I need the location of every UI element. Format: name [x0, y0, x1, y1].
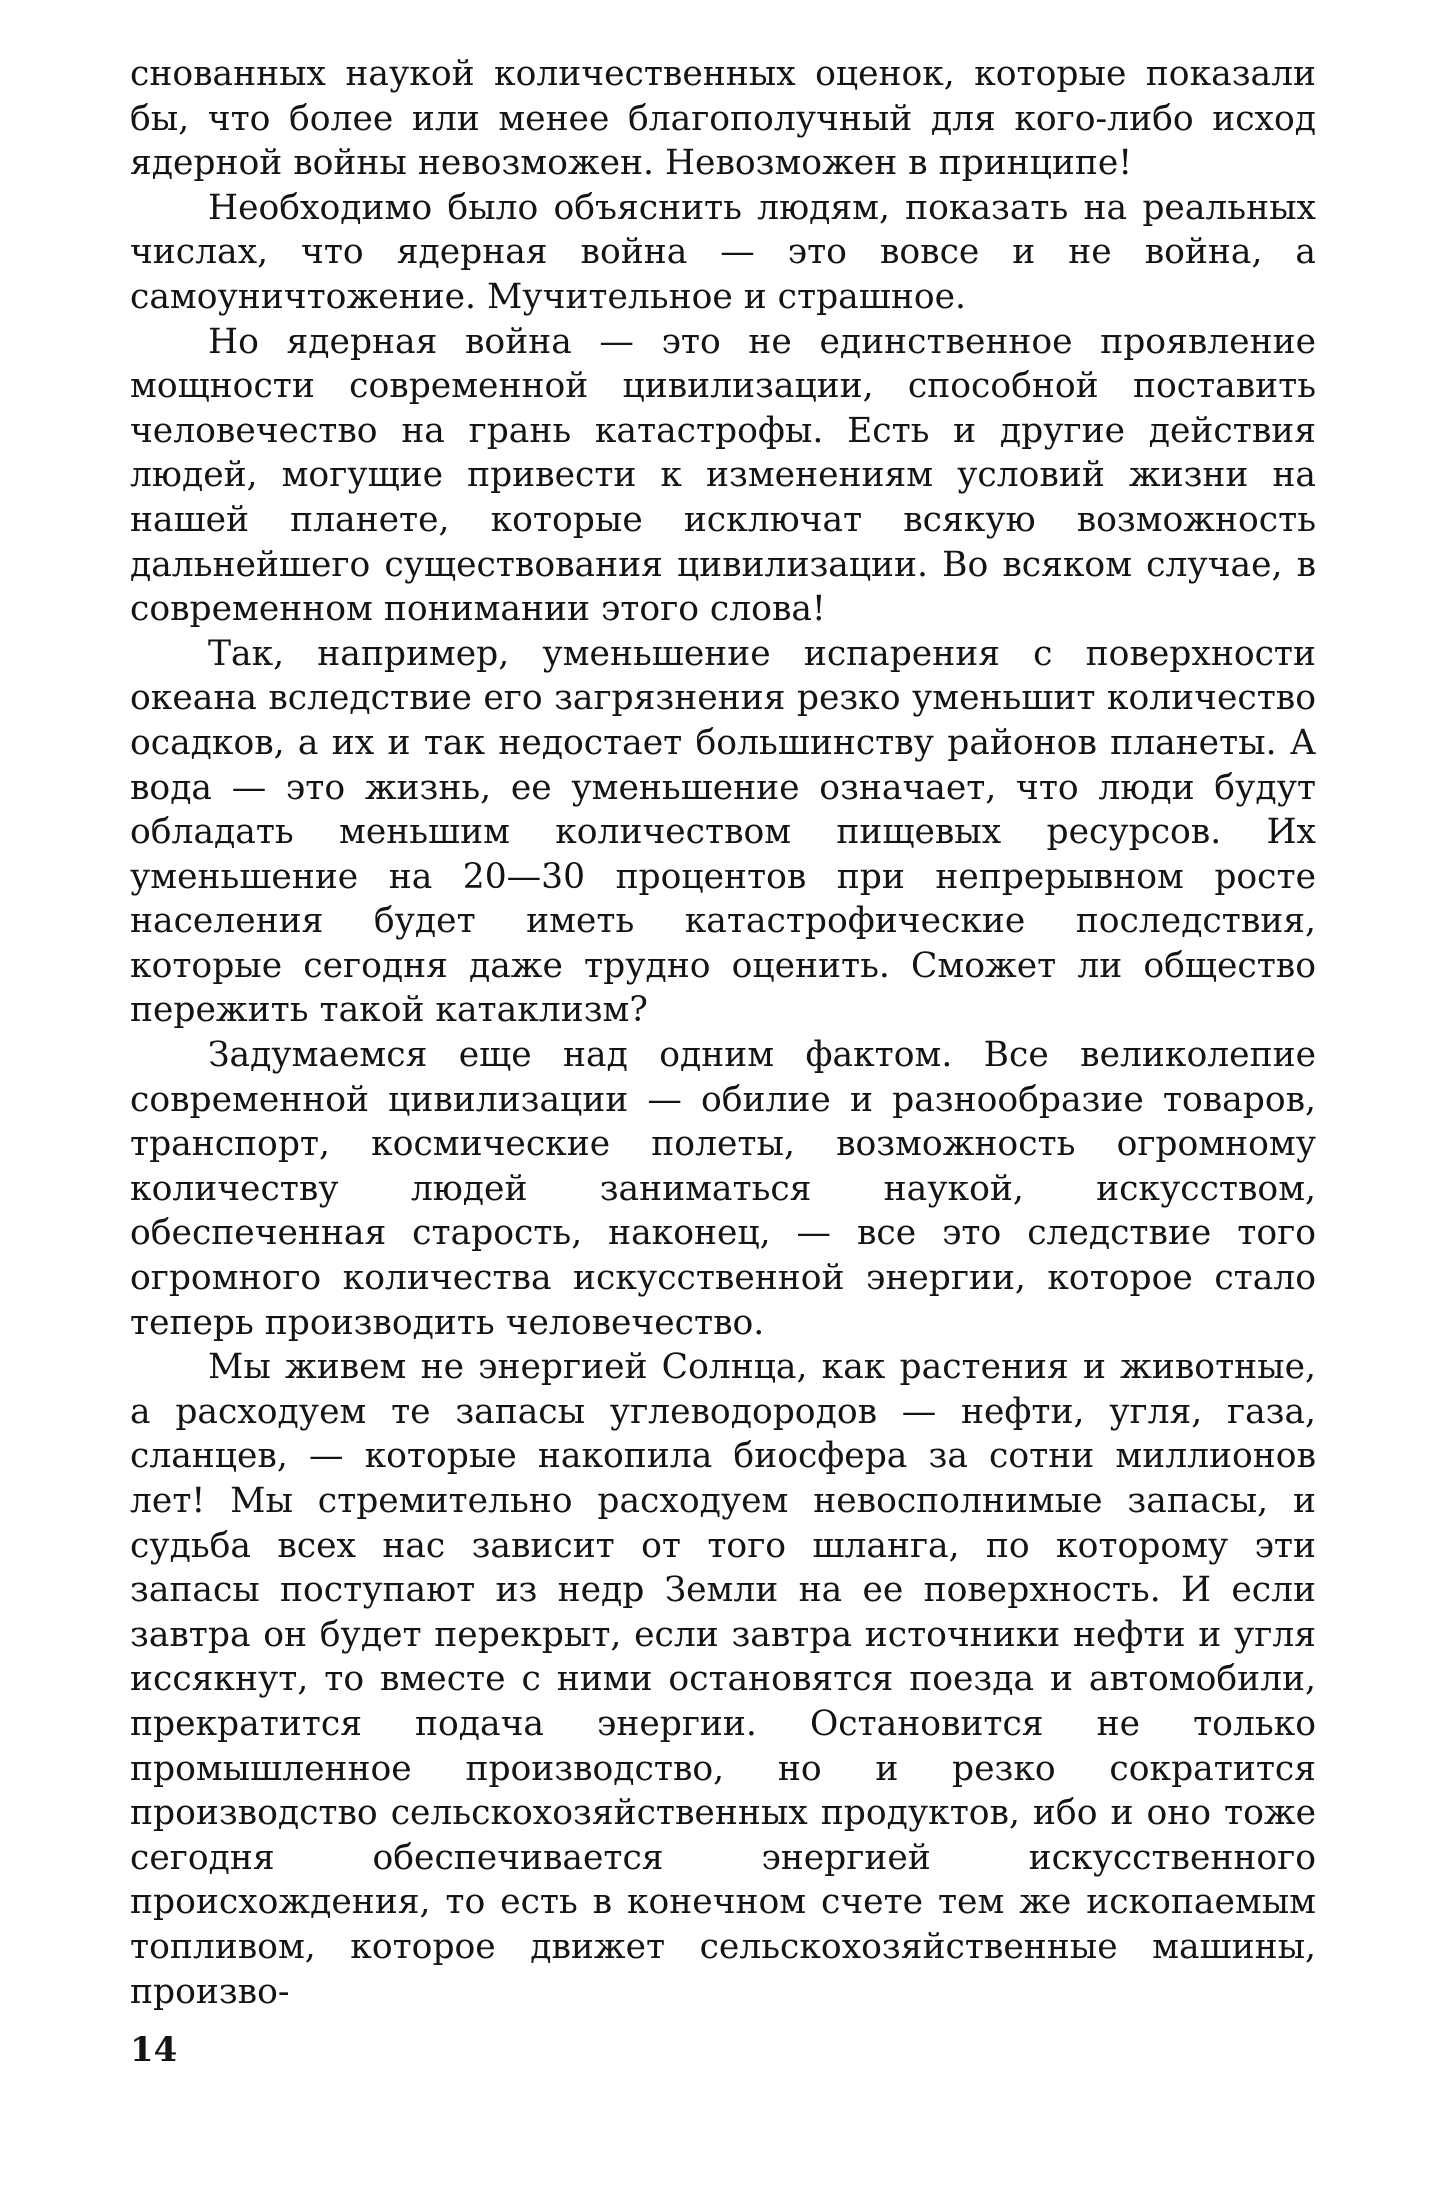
paragraph: Необходимо было объяснить людям, показать на реальных числах, что ядерная война — это вовсе и не война, а самоуничтожение. Мучительное и страшное.	[130, 187, 1316, 317]
paragraph: Мы живем не энергией Солнца, как растения и животные, а расходуем те запасы углеводородов — нефти, угля, газа, сланцев, — которые накопила биосфера за сотни миллионов лет! Мы стремительно расходуем невосполнимые запасы, и судьба всех нас зависит от того шланга, по которому эти запасы поступают из недр Земли на ее поверхность. И если завтра он будет перекрыт, если завтра источники нефти и угля иссякнут, то вместе с ними остановятся поезда и автомобили, прекратится подача энергии. Остановится не только промышленное производство, но и резко сократится производство сельскохозяйственных продуктов, ибо и оно тоже сегодня обеспечивается энергией искусственного происхождения, то есть в конечном счете тем же ископаемым топливом, которое движет сельскохозяйственные машины, произво-	[130, 1347, 1316, 2012]
paragraph: Так, например, уменьшение испарения с поверхности океана вследствие его загрязнения резко уменьшит количество осадков, а их и так недостает большинству районов планеты. А вода — это жизнь, ее уменьшение означает, что люди будут обладать меньшим количеством пищевых ресурсов. Их уменьшение на 20—30 процентов при непрерывном росте населения будет иметь катастрофические последствия, которые сегодня даже трудно оценить. Сможет ли общество пережить такой катаклизм?	[130, 633, 1316, 1031]
paragraph: Но ядерная война — это не единственное проявление мощности современной цивилизации, способной поставить человечество на грань катастрофы. Есть и другие действия людей, могущие привести к изменениям условий жизни на нашей планете, которые исключат всякую возможность дальнейшего существования цивилизации. Во всяком случае, в современном понимании этого слова!	[130, 321, 1316, 630]
page-number: 14	[130, 2030, 178, 2070]
paragraph-continued: снованных наукой количественных оценок, которые показали бы, что более или менее благополучный для кого-либо исход ядерной войны невозможен. Невозможен в принципе!	[130, 54, 1316, 184]
body-text	[130, 52, 1316, 2014]
paragraph: Задумаемся еще над одним фактом. Все великолепие современной цивилизации — обилие и разнообразие товаров, транспорт, космические полеты, возможность огромному количеству людей заниматься наукой, искусством, обеспеченная старость, наконец, — все это следствие того огромного количества искусственной энергии, которое стало теперь производить человечество.	[130, 1035, 1316, 1343]
